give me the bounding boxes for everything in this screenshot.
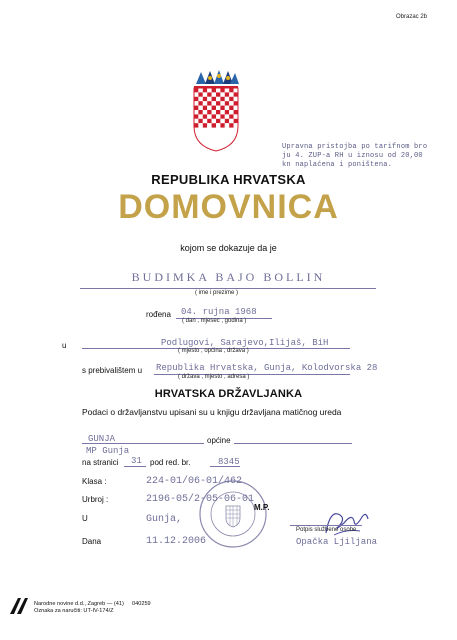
republic-heading: REPUBLIKA HRVATSKA (151, 172, 306, 187)
registry-paragraph: Podaci o državljanstvu upisani su u knjigu državljana matičnog ureda (82, 407, 342, 417)
residence-value: Republika Hrvatska, Gunja, Kolodvorska 28 (156, 363, 378, 373)
residence-label: s prebivalištem u (82, 366, 143, 375)
official-seal-icon (197, 478, 269, 550)
name-line (80, 288, 376, 289)
coat-of-arms-icon (192, 70, 240, 152)
person-name: BUDIMKA BAJO BOLLIN (131, 270, 326, 284)
klasa-value: 224-01/06-01/462 (146, 476, 243, 487)
born-value: 04. rujna 1968 (181, 307, 257, 317)
number-line (210, 466, 240, 467)
klasa-label: Klasa : (82, 477, 107, 486)
page-label: na stranici (82, 458, 119, 467)
place-label: u (62, 341, 67, 350)
born-caption: ( dan , mjesec , godina ) (182, 318, 247, 324)
fee-stamp (282, 143, 428, 170)
publisher-logo-icon (8, 596, 30, 616)
dana-label: Dana (82, 537, 102, 546)
born-label: rođena (146, 310, 171, 319)
opcine-label: općine (207, 436, 231, 445)
page-line (124, 466, 146, 467)
footer-code: 040259 (132, 601, 151, 607)
signature-icon (320, 505, 372, 541)
mp-label: M.P. (254, 503, 270, 512)
u-value: Gunja, (146, 514, 183, 525)
official-label: Potpis službene osobe (296, 527, 357, 533)
number-value: 8345 (218, 457, 240, 467)
u-label: U (82, 514, 88, 523)
footer-line: Oznaka za naručiti: UT-IV-174/Z (34, 608, 114, 614)
fee-stamp-line: ju 4. ZUP-a RH u iznosu od 20,00 (282, 152, 423, 160)
urbroj-label: Urbroj : (82, 495, 109, 504)
urbroj-value: 2196-05/2-05-06-01 (146, 494, 255, 505)
official-name: Opačka Ljiljana (296, 537, 378, 547)
section-title: HRVATSKA DRŽAVLJANKA (154, 388, 303, 400)
document-title: DOMOVNICA (118, 188, 339, 226)
office-line (82, 443, 204, 444)
fee-stamp-line: kn naplaćena i poništena. (282, 161, 393, 169)
signature-line (290, 525, 362, 526)
place-caption: ( mjesto , općina , država ) (178, 348, 249, 354)
dana-value: 11.12.2006 (146, 536, 207, 547)
mp-value: MP Gunja (86, 446, 130, 456)
footer-line: Narodne novine d.d., Zagreb — (41) (34, 601, 124, 607)
residence-caption: ( država , mjesto , adresa ) (178, 374, 250, 380)
form-code: Obrazac 2b (396, 14, 428, 20)
name-caption: ( ime i prezime ) (195, 290, 239, 296)
number-label: pod red. br. (150, 458, 191, 467)
footer-text (34, 601, 124, 615)
opcine-line (234, 443, 352, 444)
page-value: 31 (131, 456, 142, 466)
document-subtitle: kojom se dokazuje da je (180, 243, 277, 253)
office-value: GUNJA (88, 434, 116, 444)
place-value: Podlugovi, Sarajevo,Ilijaš, BiH (161, 338, 329, 348)
fee-stamp-line: Upravna pristojba po tarifnom bro (282, 143, 428, 151)
